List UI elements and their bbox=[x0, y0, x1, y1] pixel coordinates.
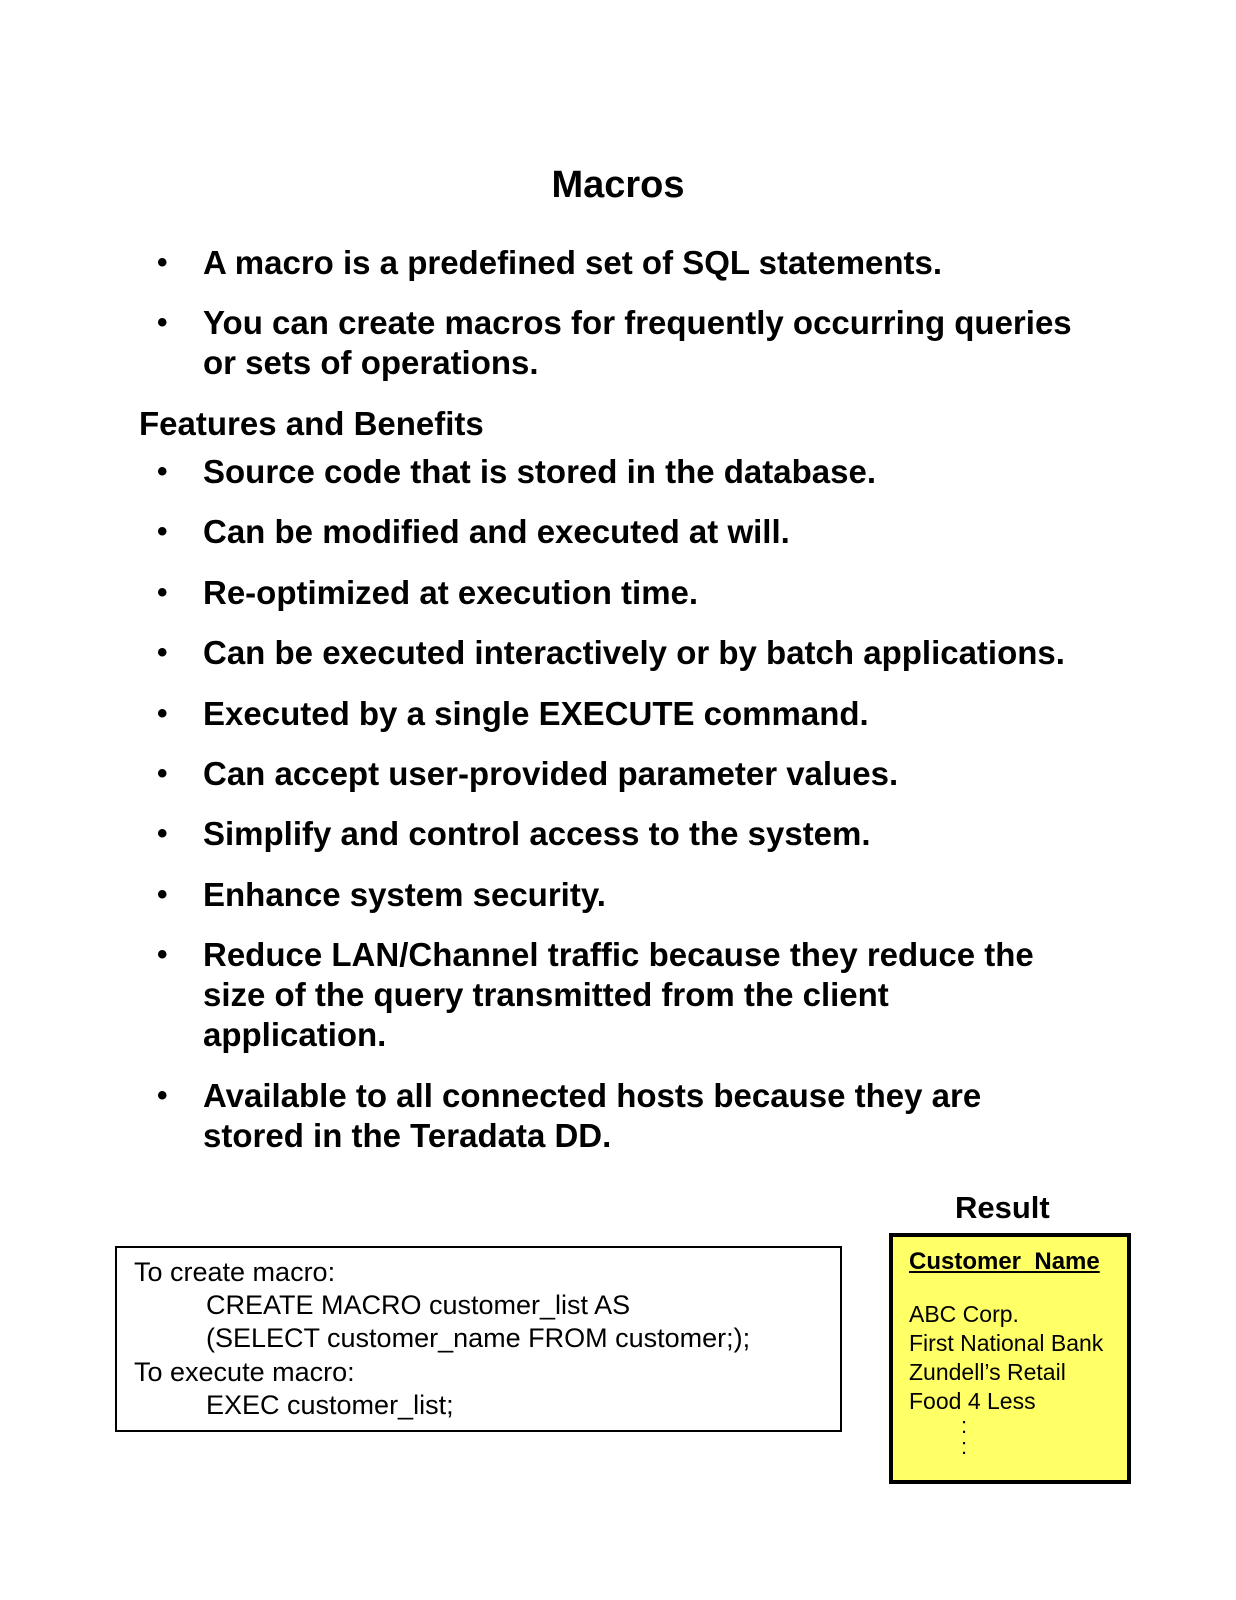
result-continuation-mark: : bbox=[961, 1434, 968, 1459]
macro-code-box bbox=[115, 1246, 842, 1432]
bullet-marker: • bbox=[157, 878, 168, 911]
bullet-marker: • bbox=[157, 1079, 168, 1112]
create-macro-label: To create macro: bbox=[134, 1257, 336, 1287]
bullet-text: Available to all connected hosts because they are bbox=[203, 1077, 982, 1114]
execute-macro-label: To execute macro: bbox=[134, 1357, 355, 1387]
bullet-marker: • bbox=[157, 757, 168, 790]
bullet-marker: • bbox=[157, 306, 168, 339]
bullet-text-continued: or sets of operations. bbox=[203, 344, 539, 381]
bullet-text: Reduce LAN/Channel traffic because they reduce the bbox=[203, 936, 1034, 973]
result-label: Result bbox=[955, 1190, 1050, 1225]
bullet-text: Source code that is stored in the database. bbox=[203, 453, 877, 490]
bullet-text-continued: stored in the Teradata DD. bbox=[203, 1117, 612, 1154]
bullet-marker: • bbox=[157, 515, 168, 548]
result-column-header: Customer_Name bbox=[909, 1248, 1100, 1275]
bullet-text: Can accept user-provided parameter values. bbox=[203, 755, 899, 792]
bullet-text: A macro is a predefined set of SQL statements. bbox=[203, 244, 943, 281]
execute-macro-statement: EXEC customer_list; bbox=[206, 1390, 454, 1420]
create-macro-statement: CREATE MACRO customer_list AS bbox=[206, 1290, 631, 1320]
bullet-text: Can be executed interactively or by batch applications. bbox=[203, 634, 1065, 671]
result-row: First National Bank bbox=[909, 1330, 1104, 1356]
page-title: Macros bbox=[551, 164, 685, 206]
bullet-marker: • bbox=[157, 576, 168, 609]
features-heading: Features and Benefits bbox=[139, 405, 484, 442]
bullet-text: Re-optimized at execution time. bbox=[203, 574, 699, 611]
bullet-text: You can create macros for frequently occurring queries bbox=[203, 304, 1072, 341]
bullet-marker: • bbox=[157, 246, 168, 279]
bullet-marker: • bbox=[157, 455, 168, 488]
result-box bbox=[889, 1233, 1131, 1484]
bullet-marker: • bbox=[157, 636, 168, 669]
bullet-text: Can be modified and executed at will. bbox=[203, 513, 790, 550]
result-continuation-mark: : bbox=[961, 1413, 968, 1438]
create-macro-select: (SELECT customer_name FROM customer;); bbox=[206, 1323, 751, 1353]
result-row: ABC Corp. bbox=[909, 1301, 1019, 1327]
bullet-text-continued: size of the query transmitted from the client bbox=[203, 976, 889, 1013]
result-row: Food 4 Less bbox=[909, 1388, 1036, 1414]
bullet-marker: • bbox=[157, 697, 168, 730]
result-row: Zundell’s Retail bbox=[909, 1359, 1066, 1385]
bullet-marker: • bbox=[157, 817, 168, 850]
bullet-text: Simplify and control access to the system. bbox=[203, 815, 871, 852]
bullet-text: Enhance system security. bbox=[203, 876, 606, 913]
bullet-text-continued: application. bbox=[203, 1016, 387, 1053]
bullet-marker: • bbox=[157, 938, 168, 971]
bullet-text: Executed by a single EXECUTE command. bbox=[203, 695, 869, 732]
